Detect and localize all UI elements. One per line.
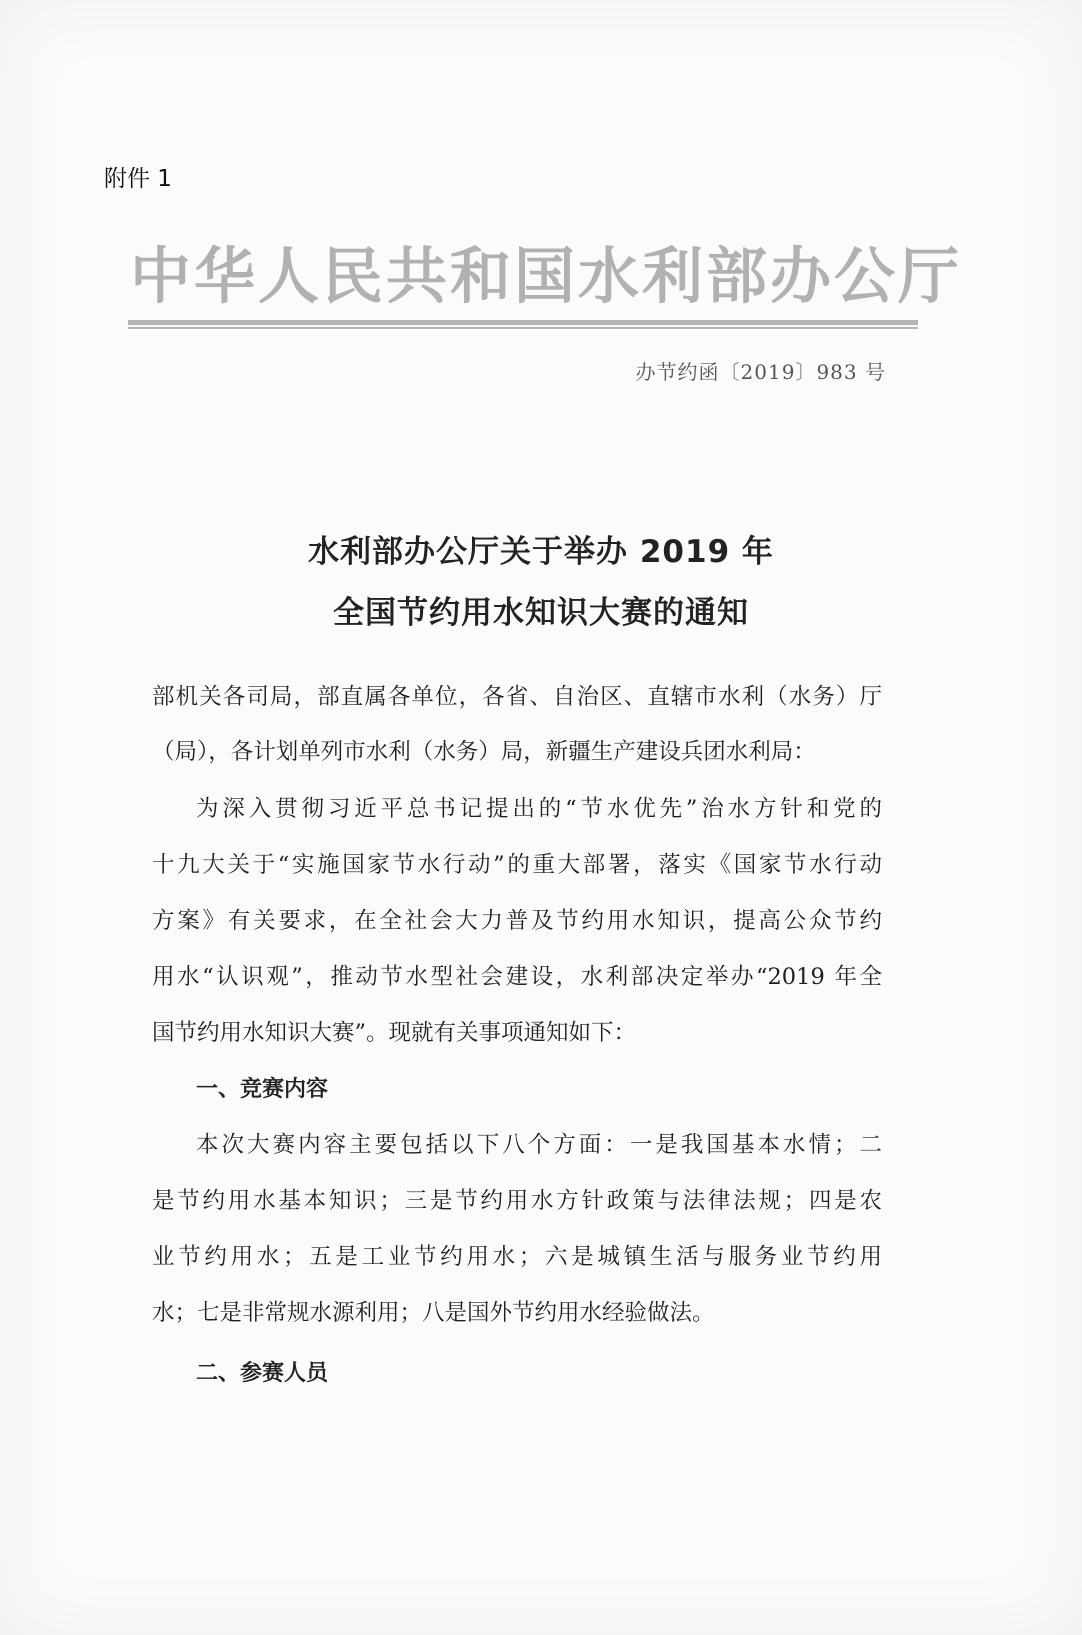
attachment-label: 附件 1 xyxy=(104,166,172,192)
section-heading-content: 一、竞赛内容 xyxy=(196,1077,329,1102)
title-line-1: 水利部办公厅关于举办 2019 年 xyxy=(308,534,774,570)
content-line-1: 本次大赛内容主要包括以下八个方面：一是我国基本水情；二 xyxy=(196,1132,882,1158)
intro-line-1: 为深入贯彻习近平总书记提出的“节水优先”治水方针和党的 xyxy=(196,796,882,822)
content-line-4: 水；七是非常规水源利用；八是国外节约用水经验做法。 xyxy=(152,1300,715,1326)
content-line-3: 业节约用水；五是工业节约用水；六是城镇生活与服务业节约用 xyxy=(152,1244,882,1270)
section-heading-participants: 二、参赛人员 xyxy=(196,1361,329,1386)
intro-line-4: 用水“认识观”，推动节水型社会建设，水利部决定举办“2019 年全 xyxy=(152,964,882,990)
content-line-2: 是节约用水基本知识；三是节约用水方针政策与法律法规；四是农 xyxy=(152,1188,882,1214)
addressee-line-2: （局），各计划单列市水利（水务）局，新疆生产建设兵团水利局： xyxy=(152,739,816,765)
intro-line-3: 方案》有关要求，在全社会大力普及节约用水知识，提高公众节约 xyxy=(152,908,882,934)
letterhead: 中华人民共和国水利部办公厅 xyxy=(130,241,963,312)
addressee-line-1: 部机关各司局，部直属各单位，各省、自治区、直辖市水利（水务）厅 xyxy=(152,684,882,710)
document-number: 办节约函〔2019〕983 号 xyxy=(635,360,886,384)
intro-line-5: 国节约用水知识大赛”。现就有关事项通知如下： xyxy=(152,1020,637,1046)
title-line-2: 全国节约用水知识大赛的通知 xyxy=(333,595,749,631)
intro-line-2: 十九大关于“实施国家节水行动”的重大部署，落实《国家节水行动 xyxy=(152,852,882,878)
letterhead-rule xyxy=(128,320,918,329)
